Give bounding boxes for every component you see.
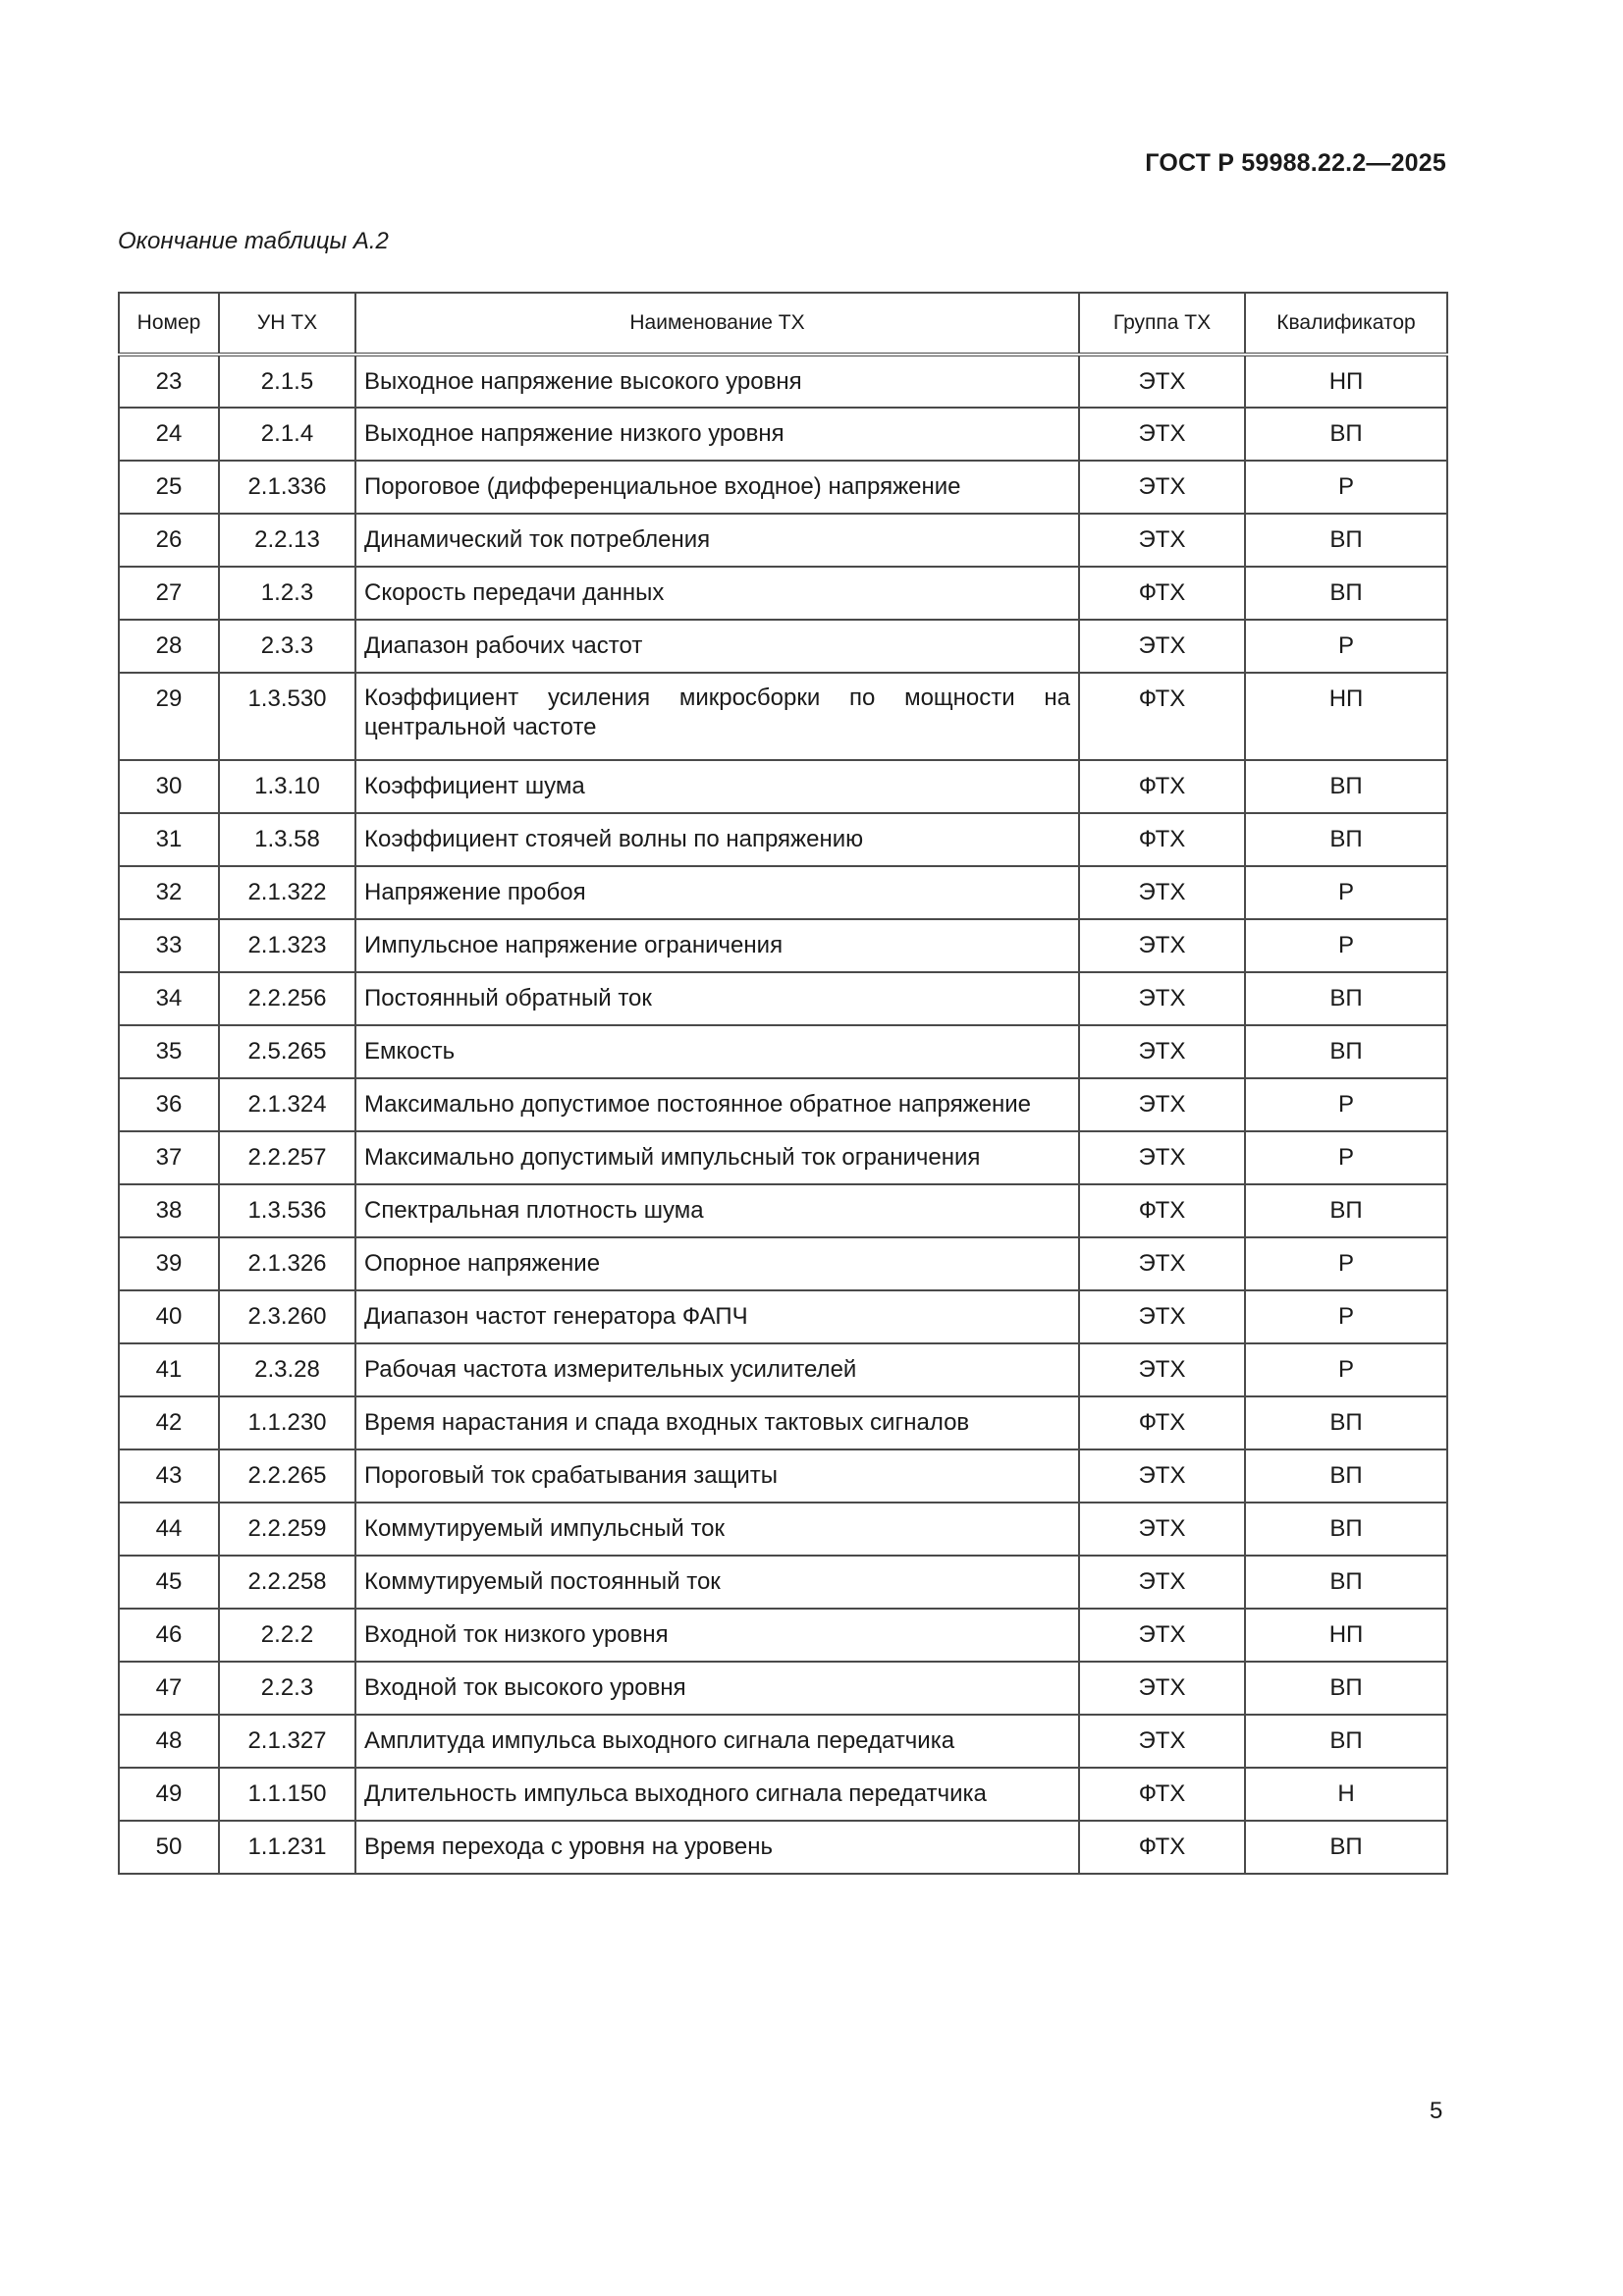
row-name: Емкость [355,1025,1079,1078]
row-code: 2.1.326 [219,1237,355,1290]
table-row [119,972,1447,1025]
row-group: ЭТХ [1079,1290,1245,1343]
row-qualifier: Н [1245,1768,1447,1821]
row-group: ЭТХ [1079,1662,1245,1715]
row-qualifier: Р [1245,1078,1447,1131]
row-code: 2.1.336 [219,461,355,514]
row-name: Опорное напряжение [355,1237,1079,1290]
row-group: ФТХ [1079,1768,1245,1821]
row-name: Коэффициент шума [355,760,1079,813]
row-code: 2.2.259 [219,1503,355,1556]
row-group: ФТХ [1079,1184,1245,1237]
row-name: Выходное напряжение высокого уровня [355,355,1079,408]
table-row [119,1290,1447,1343]
table-row [119,1821,1447,1874]
row-qualifier: ВП [1245,1025,1447,1078]
row-code: 2.1.327 [219,1715,355,1768]
row-number: 38 [119,1184,219,1237]
row-group: ЭТХ [1079,514,1245,567]
table-row [119,1025,1447,1078]
row-number: 43 [119,1449,219,1503]
row-group: ЭТХ [1079,1131,1245,1184]
row-code: 2.5.265 [219,1025,355,1078]
row-group: ЭТХ [1079,1503,1245,1556]
row-code: 2.2.13 [219,514,355,567]
row-qualifier: ВП [1245,1821,1447,1874]
row-group: ЭТХ [1079,1609,1245,1662]
row-number: 35 [119,1025,219,1078]
row-name: Диапазон рабочих частот [355,620,1079,673]
row-number: 36 [119,1078,219,1131]
row-code: 2.1.4 [219,408,355,461]
row-code: 1.3.530 [219,673,355,760]
table-row [119,355,1447,408]
row-qualifier: Р [1245,461,1447,514]
row-number: 27 [119,567,219,620]
row-qualifier: НП [1245,355,1447,408]
table-row [119,1556,1447,1609]
row-group: ЭТХ [1079,919,1245,972]
row-number: 41 [119,1343,219,1396]
row-qualifier: ВП [1245,1556,1447,1609]
row-number: 46 [119,1609,219,1662]
row-name: Скорость передачи данных [355,567,1079,620]
row-name: Пороговый ток срабатывания защиты [355,1449,1079,1503]
row-name: Рабочая частота измерительных усилителей [355,1343,1079,1396]
row-qualifier: ВП [1245,1396,1447,1449]
row-qualifier: ВП [1245,1503,1447,1556]
row-name: Входной ток низкого уровня [355,1609,1079,1662]
row-number: 47 [119,1662,219,1715]
row-number: 40 [119,1290,219,1343]
table-row [119,866,1447,919]
table-row [119,813,1447,866]
row-qualifier: Р [1245,1237,1447,1290]
table-row [119,567,1447,620]
row-code: 2.1.324 [219,1078,355,1131]
table-row [119,461,1447,514]
row-number: 32 [119,866,219,919]
row-name: Время нарастания и спада входных тактовых сигналов [355,1396,1079,1449]
row-number: 50 [119,1821,219,1874]
row-qualifier: ВП [1245,813,1447,866]
row-group: ЭТХ [1079,972,1245,1025]
row-code: 2.3.260 [219,1290,355,1343]
table-row [119,1449,1447,1503]
table-header-row [119,293,1447,355]
page-number: 5 [1430,2098,1443,2124]
row-code: 2.2.265 [219,1449,355,1503]
header-name: Наименование ТХ [355,293,1079,355]
row-qualifier: ВП [1245,408,1447,461]
row-number: 33 [119,919,219,972]
row-number: 29 [119,673,219,760]
table-row [119,1609,1447,1662]
row-qualifier: ВП [1245,1449,1447,1503]
row-qualifier: Р [1245,620,1447,673]
row-qualifier: ВП [1245,972,1447,1025]
row-group: ФТХ [1079,1396,1245,1449]
row-name: Выходное напряжение низкого уровня [355,408,1079,461]
row-code: 1.2.3 [219,567,355,620]
table-row [119,1078,1447,1131]
row-name: Время перехода с уровня на уровень [355,1821,1079,1874]
table-row [119,408,1447,461]
row-code: 2.1.322 [219,866,355,919]
row-number: 23 [119,355,219,408]
table-row [119,1768,1447,1821]
row-number: 25 [119,461,219,514]
row-number: 42 [119,1396,219,1449]
row-group: ЭТХ [1079,1078,1245,1131]
row-code: 1.3.58 [219,813,355,866]
row-number: 39 [119,1237,219,1290]
row-name: Коэффициент усиления микросборки по мощности на центральной частоте [355,673,1079,760]
row-group: ЭТХ [1079,620,1245,673]
header-number: Номер [119,293,219,355]
row-group: ФТХ [1079,760,1245,813]
row-code: 1.1.150 [219,1768,355,1821]
header-code: УН ТХ [219,293,355,355]
row-name: Максимально допустимый импульсный ток ограничения [355,1131,1079,1184]
row-qualifier: ВП [1245,514,1447,567]
row-qualifier: Р [1245,919,1447,972]
row-code: 2.3.28 [219,1343,355,1396]
row-qualifier: Р [1245,1290,1447,1343]
row-qualifier: НП [1245,673,1447,760]
row-number: 37 [119,1131,219,1184]
row-group: ФТХ [1079,567,1245,620]
row-group: ЭТХ [1079,408,1245,461]
table-caption: Окончание таблицы А.2 [118,228,389,254]
row-code: 2.2.258 [219,1556,355,1609]
row-name: Коммутируемый импульсный ток [355,1503,1079,1556]
row-group: ЭТХ [1079,1025,1245,1078]
row-qualifier: Р [1245,866,1447,919]
row-name: Спектральная плотность шума [355,1184,1079,1237]
table-row [119,1131,1447,1184]
row-number: 30 [119,760,219,813]
row-qualifier: ВП [1245,1662,1447,1715]
table-row [119,760,1447,813]
row-group: ЭТХ [1079,1449,1245,1503]
row-qualifier: ВП [1245,1184,1447,1237]
row-group: ФТХ [1079,813,1245,866]
row-name: Амплитуда импульса выходного сигнала передатчика [355,1715,1079,1768]
table-row [119,1503,1447,1556]
table-row [119,919,1447,972]
row-name: Входной ток высокого уровня [355,1662,1079,1715]
row-number: 48 [119,1715,219,1768]
row-qualifier: ВП [1245,760,1447,813]
row-number: 28 [119,620,219,673]
row-group: ЭТХ [1079,1556,1245,1609]
row-code: 2.1.323 [219,919,355,972]
row-group: ЭТХ [1079,461,1245,514]
row-code: 2.2.3 [219,1662,355,1715]
table-row [119,1343,1447,1396]
row-qualifier: ВП [1245,567,1447,620]
table-container [118,292,1446,1875]
row-qualifier: ВП [1245,1715,1447,1768]
characteristics-table [118,292,1448,1875]
row-group: ЭТХ [1079,1343,1245,1396]
row-number: 26 [119,514,219,567]
row-name: Импульсное напряжение ограничения [355,919,1079,972]
table-row [119,673,1447,760]
table-row [119,620,1447,673]
table-row [119,1396,1447,1449]
table-row [119,1184,1447,1237]
row-name: Коммутируемый постоянный ток [355,1556,1079,1609]
row-number: 24 [119,408,219,461]
row-group: ЭТХ [1079,1237,1245,1290]
row-group: ЭТХ [1079,866,1245,919]
header-qualifier: Квалификатор [1245,293,1447,355]
row-group: ЭТХ [1079,1715,1245,1768]
row-qualifier: НП [1245,1609,1447,1662]
row-name: Коэффициент стоячей волны по напряжению [355,813,1079,866]
table-row [119,1715,1447,1768]
document-id: ГОСТ Р 59988.22.2—2025 [1145,149,1446,177]
row-number: 44 [119,1503,219,1556]
header-group: Группа ТХ [1079,293,1245,355]
row-number: 34 [119,972,219,1025]
row-qualifier: Р [1245,1131,1447,1184]
row-code: 2.3.3 [219,620,355,673]
row-group: ЭТХ [1079,355,1245,408]
row-name: Максимально допустимое постоянное обратное напряжение [355,1078,1079,1131]
row-group: ФТХ [1079,673,1245,760]
table-row [119,514,1447,567]
row-code: 1.3.10 [219,760,355,813]
row-code: 1.1.231 [219,1821,355,1874]
row-name: Напряжение пробоя [355,866,1079,919]
row-code: 2.1.5 [219,355,355,408]
row-code: 2.2.256 [219,972,355,1025]
row-name: Длительность импульса выходного сигнала передатчика [355,1768,1079,1821]
row-code: 2.2.257 [219,1131,355,1184]
row-name: Динамический ток потребления [355,514,1079,567]
table-body [119,355,1447,1874]
table-row [119,1662,1447,1715]
row-code: 1.1.230 [219,1396,355,1449]
row-number: 45 [119,1556,219,1609]
row-number: 31 [119,813,219,866]
row-code: 1.3.536 [219,1184,355,1237]
row-qualifier: Р [1245,1343,1447,1396]
row-code: 2.2.2 [219,1609,355,1662]
row-name: Постоянный обратный ток [355,972,1079,1025]
row-name: Пороговое (дифференциальное входное) напряжение [355,461,1079,514]
row-name: Диапазон частот генератора ФАПЧ [355,1290,1079,1343]
row-group: ФТХ [1079,1821,1245,1874]
table-row [119,1237,1447,1290]
row-number: 49 [119,1768,219,1821]
